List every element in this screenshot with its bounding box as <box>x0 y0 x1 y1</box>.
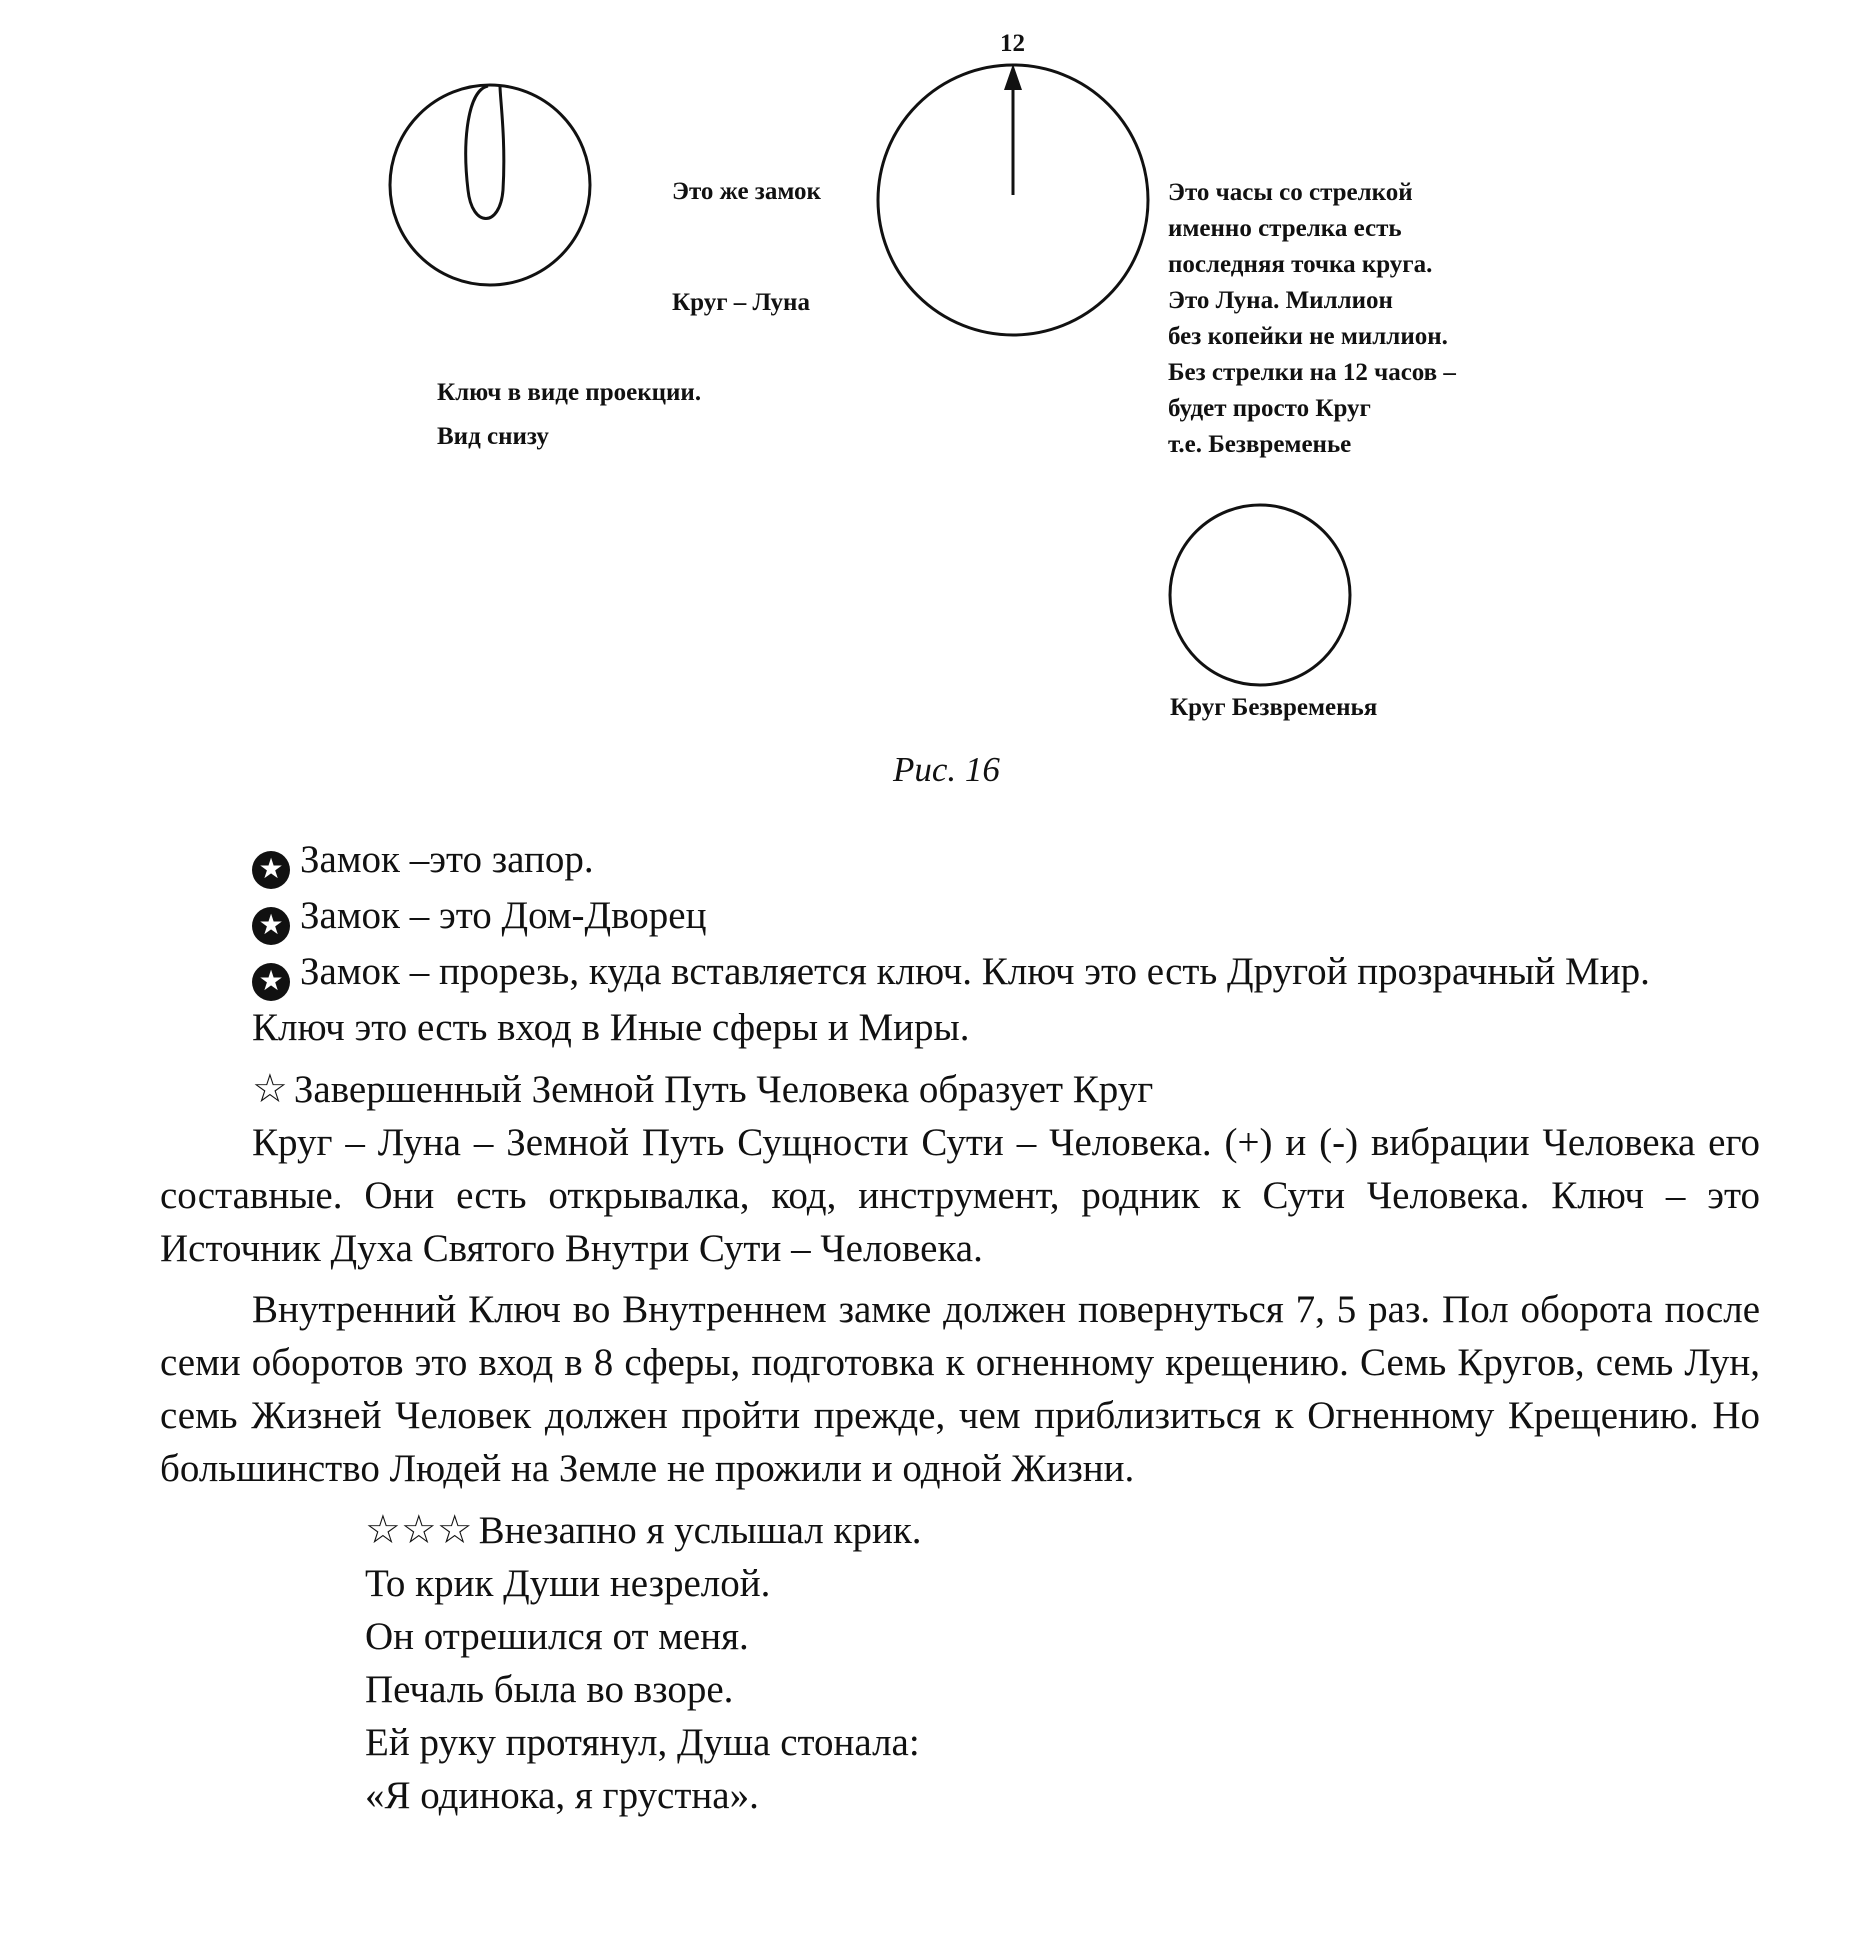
poem-line: Он отрешился от меня. <box>365 1615 749 1658</box>
paragraph: Внутренний Ключ во Внутреннем замке должен повернуться 7, 5 раз. Пол оборота после семи оборотов это вход в 8 сферы, подготовка к огненному крещению. Семь Кругов, семь Лун, семь Жизней Человек должен пройти прежде, чем приблизиться к Огненному Крещению. Но большинство Людей на Земле не прожили и одной Жизни. <box>160 1288 1760 1490</box>
label-bottom-view: Вид снизу <box>437 423 549 450</box>
clock-note-line: именно стрелка есть <box>1168 215 1402 242</box>
label-lock: Это же замок <box>672 178 821 205</box>
label-key-projection: Ключ в виде проекции. <box>437 379 702 406</box>
poem-line <box>365 1503 1760 1557</box>
three-stars-icon: ☆☆☆ <box>365 1507 473 1552</box>
clock-note-line: Это Луна. Миллион <box>1168 287 1393 314</box>
figure-caption: Рис. 16 <box>893 750 1000 789</box>
bullet-paragraph <box>160 833 1760 889</box>
filled-star-bullet-icon: ★ <box>252 907 290 945</box>
clock-note-line: будет просто Круг <box>1168 395 1371 422</box>
paragraph: Круг – Луна – Земной Путь Сущности Сути – Человека. (+) и (-) вибрации Человека его составные. Они есть открывалка, код, инструмент, родник к Сути Человека. Ключ – это Источник Духа Святого Внутри Сути – Человека. <box>160 1121 1760 1270</box>
star-text: Завершенный Земной Путь Человека образует Круг <box>293 1068 1154 1111</box>
label-timeless-circle: Круг Безвременья <box>1170 694 1378 721</box>
poem <box>365 1503 1760 1822</box>
poem-line: «Я одинока, я грустна». <box>365 1774 759 1817</box>
bullet-text: Замок –это запор. <box>300 838 594 881</box>
bullet-paragraph <box>160 889 1760 945</box>
clock-arrow-head <box>1004 64 1022 90</box>
main-text <box>160 833 1760 1822</box>
clock-note-line: т.е. Безвременье <box>1168 431 1352 458</box>
clock-note-line: Это часы со стрелкой <box>1168 179 1413 206</box>
paragraph: Ключ это есть вход в Иные сферы и Миры. <box>252 1006 970 1049</box>
figure-drawing <box>0 0 1875 800</box>
timeless-circle <box>1170 505 1350 685</box>
bullet-paragraph <box>160 945 1760 1001</box>
bullet-text: Замок – прорезь, куда вставляется ключ. Ключ это есть Другой прозрачный Мир. <box>300 950 1650 993</box>
clock-note-line: последняя точка круга. <box>1168 251 1433 278</box>
poem-line: То крик Души незрелой. <box>365 1562 771 1605</box>
filled-star-bullet-icon: ★ <box>252 851 290 889</box>
outline-star-icon: ☆ <box>252 1066 288 1111</box>
bullet-text: Замок – это Дом-Дворец <box>300 894 707 937</box>
key-projection-shape <box>466 86 504 219</box>
label-circle-moon: Круг – Луна <box>672 289 810 316</box>
poem-line: Ей руку протянул, Душа стонала: <box>365 1721 920 1764</box>
filled-star-bullet-icon: ★ <box>252 963 290 1001</box>
clock-note-line: Без стрелки на 12 часов – <box>1168 359 1456 386</box>
label-twelve: 12 <box>1000 30 1025 57</box>
star-paragraph <box>160 1062 1760 1116</box>
poem-line-text: Внезапно я услышал крик. <box>478 1509 922 1552</box>
lock-circle <box>390 85 590 285</box>
poem-line: Печаль была во взоре. <box>365 1668 734 1711</box>
clock-note-line: без копейки не миллион. <box>1168 323 1448 350</box>
figure-16 <box>0 0 1875 800</box>
